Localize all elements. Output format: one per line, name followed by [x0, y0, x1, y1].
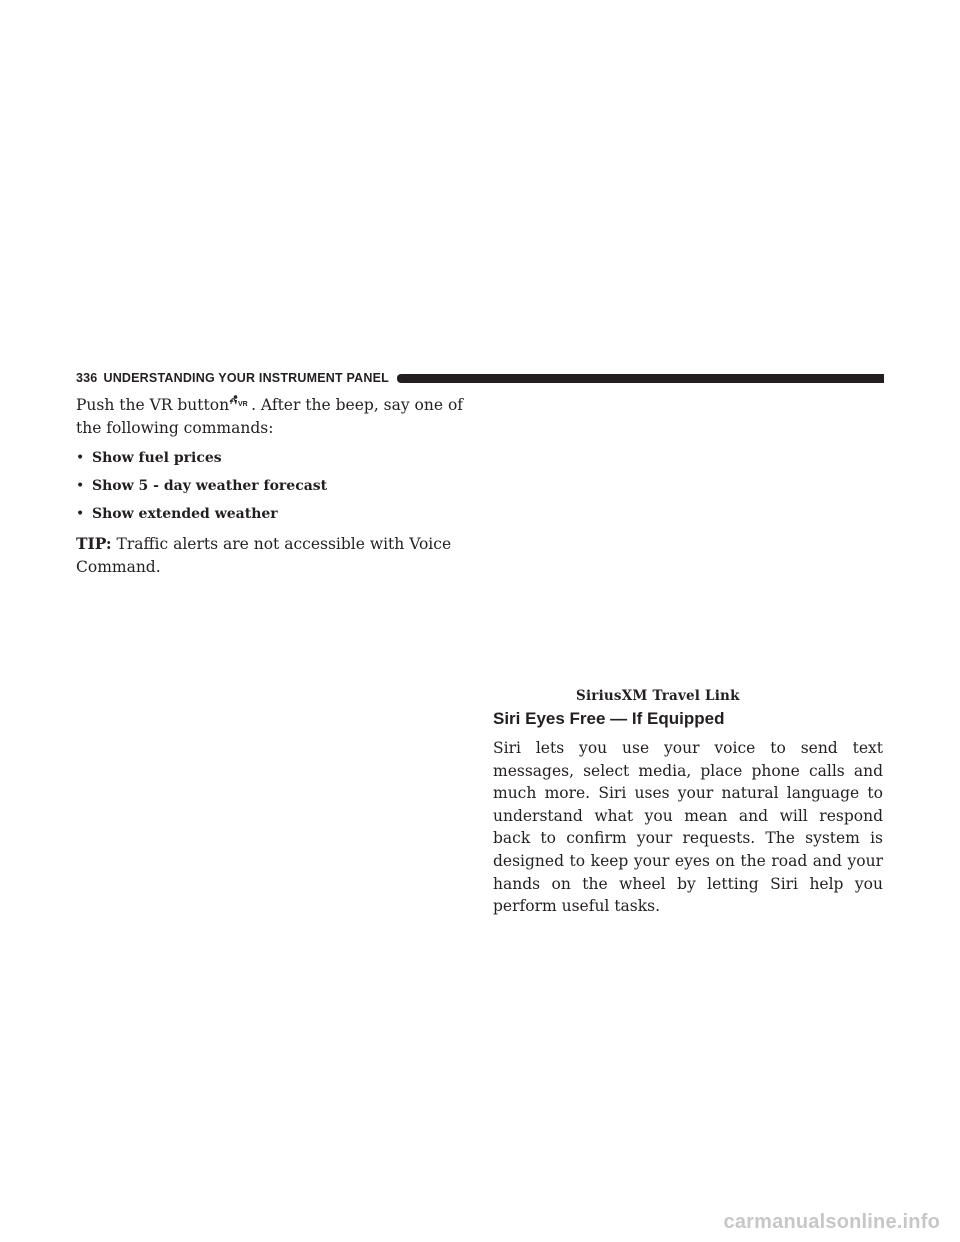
list-item — [76, 504, 470, 524]
intro-paragraph — [76, 392, 470, 440]
header-rule — [397, 374, 884, 383]
left-column — [76, 392, 470, 579]
list-item — [76, 476, 470, 496]
bullet: • — [76, 478, 85, 494]
intro-text-start: Push the VR button — [76, 396, 230, 414]
vr-voice-command-icon — [229, 392, 251, 406]
section-heading: Siri Eyes Free — If Equipped — [493, 709, 725, 728]
svg-text:VR: VR — [238, 401, 248, 408]
page-number: 336 — [76, 371, 98, 385]
figure-caption: SiriusXM Travel Link — [576, 688, 740, 704]
intro-text-end: . After the beep, say one of the following commands: — [76, 396, 464, 437]
command-text: Show fuel prices — [92, 450, 222, 466]
bullet: • — [76, 506, 85, 522]
watermark: carmanualsonline.info — [723, 1211, 940, 1233]
command-list — [76, 448, 470, 524]
list-item — [76, 448, 470, 468]
section-title: UNDERSTANDING YOUR INSTRUMENT PANEL — [103, 371, 389, 385]
tip-paragraph — [76, 532, 470, 579]
tip-label: TIP: — [76, 534, 112, 553]
section-body: Siri lets you use your voice to send text messages, select media, place phone calls and much more. Siri uses your natural language to understand what you mean and will respond back to confirm your requests. The system is designed to keep your eyes on the road and your hands on the wheel by letting Siri help you perform useful tasks. — [493, 739, 883, 916]
command-text: Show extended weather — [92, 506, 278, 522]
tip-text: Traffic alerts are not accessible with Voice Command. — [76, 535, 452, 576]
page-header — [76, 370, 884, 386]
bullet: • — [76, 450, 85, 466]
command-text: Show 5 - day weather forecast — [92, 478, 328, 494]
